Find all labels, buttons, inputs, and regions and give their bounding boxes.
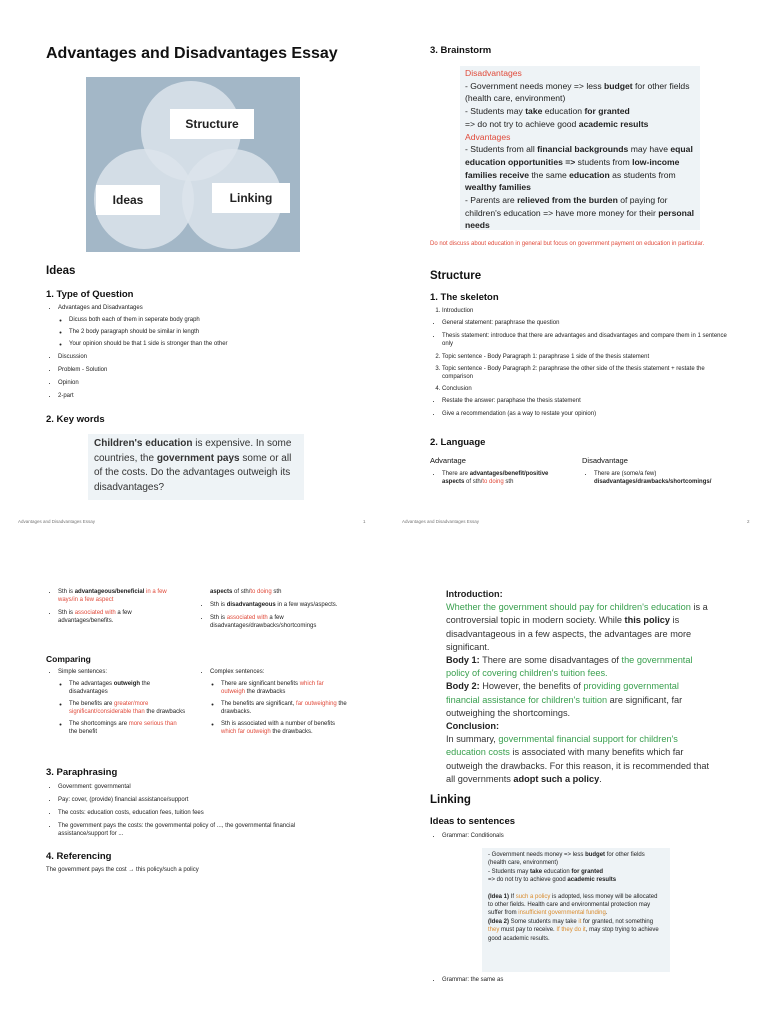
list-item: • Complex sentences: ◦ There are significant benefits which far outweigh the drawbacks ◦ The benefits are significant, far outweighing the drawbacks. ◦ Sth is associated with a number of benefits which far outweigh the drawbacks. [210, 668, 348, 736]
list-item: ◦ Dicuss both each of them in seperate body graph [69, 316, 366, 324]
advantage-column-title: Advantage [430, 456, 466, 465]
skeleton-heading: 1. The skeleton [430, 292, 499, 303]
list-item: • Sth is advantageous/beneficial in a few ways/in a few aspect [58, 588, 186, 604]
simple-sentences [46, 668, 186, 741]
list-item: • Discussion [58, 353, 366, 361]
list-item: • Problem - Solution [58, 366, 366, 374]
question-text: some or all of the costs. Do the advantages outweigh its disadvantages? [94, 452, 292, 493]
body1-label: Body 1: [446, 655, 480, 666]
list-item: ◦ The advantages outweigh the disadvantages [69, 680, 186, 696]
paraphrasing-heading: 3. Paraphrasing [46, 767, 118, 778]
list-item: • General statement: paraphrase the question [442, 319, 730, 327]
list-item: • Grammar: the same as [442, 976, 710, 984]
brainstorm-line: - Students from all financial backgrounds may have equal education opportunities => students from low-income families receive the same education as students from wealthy families [465, 144, 693, 193]
list-item: ◦ The benefits are greater/more significant/considerable than the drawbacks [69, 700, 186, 716]
venn-diagram [86, 77, 300, 252]
page-footer-title: Advantages and Disadvantages Essay [402, 519, 480, 524]
disadvantages-label: Disadvantages [465, 68, 522, 78]
list-item: • Sth is disadvantageous in a few ways/aspects. [210, 601, 348, 609]
list-item: • Pay: cover, (provide) financial assistance/support [58, 796, 346, 804]
venn-label-linking: Linking [212, 183, 290, 213]
list-item: ◦ Sth is associated with a number of benefits which far outweigh the drawbacks. [221, 720, 348, 736]
list-item: • There are advantages/benefit/positive aspects of sth/to doing sth [442, 470, 570, 486]
keyword-highlight: Children's education [94, 438, 193, 449]
disadvantage-phrases [582, 470, 732, 491]
complex-sentences [198, 668, 348, 741]
phrase-continuation: aspects of sth/to doing sth [210, 589, 282, 595]
comparing-heading: Comparing [46, 654, 91, 664]
list-item: • Opinion [58, 379, 366, 387]
list-item: • Simple sentences: ◦ The advantages outweigh the disadvantages ◦ The benefits are greater/more significant/considerable than the drawbacks ◦ The shortcomings are more serious than the benefit [58, 668, 186, 736]
list-item: • The costs: education costs, education fees, tuition fees [58, 809, 346, 817]
brainstorm-line: - Parents are relieved from the burden of paying for children's education => have more money for their personal needs [465, 195, 695, 231]
list-item: ◦ Your opinion should be that 1 side is stronger than the other [69, 340, 366, 348]
list-item: ◦ The benefits are significant, far outweighing the drawbacks. [221, 700, 348, 716]
advantages-label: Advantages [465, 131, 511, 142]
list-item: • Government: governmental [58, 783, 346, 791]
language-continued-left [46, 588, 186, 630]
box-line: => do not try to achieve good academic results [488, 877, 617, 884]
list-item: 4. Conclusion [442, 385, 730, 393]
brainstorm-line: - Students may take education for granted [465, 106, 630, 117]
list-item: 1. Introduction [442, 307, 730, 315]
language-heading: 2. Language [430, 437, 486, 448]
list-item: • The government pays the costs: the governmental policy of ..., the governmental financial assistance/support for ... [58, 822, 346, 838]
list-item: • Sth is associated with a few disadvantages/drawbacks/shortcomings [210, 614, 348, 630]
list-item: • 2-part [58, 392, 366, 400]
body2-label: Body 2: [446, 681, 480, 692]
conclusion-label: Conclusion: [446, 721, 500, 732]
page-number: 1 [363, 519, 366, 524]
example-essay: Introduction: Whether the government should pay for children's education is a controversial topic in modern society. While this policy is disadvantageous in a few aspects, the advantages are more significant. Body 1: There are some disadvantages of the governmental policy of covering children's tuition fees. Body 2: However, the benefits of providing governmental financial assistance for children's tuition are significant, far outweighing the shortcomings. Conclusion: In summary, governmental financial support for children's education costs is associated with many benefits which far outweigh the drawbacks. For this reason, it is recommended that all governments adopt such a policy. [446, 589, 709, 784]
skeleton-list [430, 307, 730, 423]
referencing-heading: 4. Referencing [46, 851, 112, 862]
box-line: (Idea 2) Some students may take it for granted, not something they must pay to receive. If they do it, may stop trying to achieve good academic results. [488, 918, 659, 942]
brainstorm-heading: 3. Brainstorm [430, 45, 492, 56]
box-line: - Students may take education for granted [488, 868, 604, 875]
venn-label-ideas: Ideas [96, 185, 160, 215]
venn-label-structure: Structure [170, 109, 254, 139]
question-text: is expensive. In some countries, the [94, 438, 292, 464]
language-continued-right [198, 588, 348, 635]
referencing-text: The government pays the cost → this policy/such a policy [46, 867, 199, 873]
list-item: ◦ There are significant benefits which far outweigh the drawbacks [221, 680, 348, 696]
list-item: 3. Topic sentence - Body Paragraph 2: paraphrase the other side of the thesis statement + restate the comparison [442, 365, 730, 381]
page-title: Advantages and Disadvantages Essay [46, 45, 338, 62]
list-item: ◦ The 2 body paragraph should be similar in length [69, 328, 366, 336]
ideas-heading: Ideas [46, 265, 76, 277]
intro-label: Introduction: [446, 589, 503, 599]
list-item: • Restate the answer: paraphase the thesis statement [442, 397, 730, 405]
list-item: • Give a recommendation (as a way to restate your opinion) [442, 410, 730, 418]
advantage-phrases [430, 470, 570, 491]
disadvantage-column-title: Disadvantage [582, 456, 628, 465]
linking-example-box [482, 848, 670, 972]
type-of-question-heading: 1. Type of Question [46, 289, 134, 300]
list-item: • Advantages and Disadvantages ◦ Dicuss both each of them in seperate body graph ◦ The 2 body paragraph should be similar in length ◦ Your opinion should be that 1 side is stronger than the other [58, 304, 366, 348]
box-line: - Government needs money => less budget for other fields (health care, environment) [488, 852, 645, 867]
grammar-same-as [430, 976, 710, 989]
page-footer-title: Advantages and Disadvantages Essay [18, 519, 96, 524]
key-words-question-box [88, 434, 304, 500]
linking-heading: Linking [430, 794, 471, 806]
brainstorm-line: - Government needs money => less budget for other fields (health care, environment) [465, 80, 690, 104]
list-item: • Grammar: Conditionals [442, 832, 710, 840]
brainstorm-line: => do not try to achieve good academic results [465, 118, 649, 129]
list-item: • Thesis statement: introduce that there are advantages and disadvantages and compare them in 1 sentence only [442, 332, 730, 348]
type-of-question-list [46, 304, 366, 405]
page-number: 2 [747, 519, 750, 524]
brainstorm-box [460, 66, 700, 230]
list-item: • Sth is associated with a few advantages/benefits. [58, 609, 186, 625]
key-words-heading: 2. Key words [46, 414, 105, 425]
grammar-conditionals [430, 832, 710, 845]
list-item: 2. Topic sentence - Body Paragraph 1: paraphrase 1 side of the thesis statement [442, 353, 730, 361]
box-line: (Idea 1) If such a policy is adopted, less money will be allocated to other fields. Health care and environmental protection may suffer from insufficient governmental funding. [488, 893, 658, 917]
list-item: ◦ The shortcomings are more serious than the benefit [69, 720, 186, 736]
paraphrasing-list [46, 783, 346, 843]
brainstorm-note: Do not discuss about education in general but focus on government payment on education in particular. [430, 241, 705, 247]
ideas-to-sentences-heading: Ideas to sentences [430, 816, 516, 827]
keyword-highlight: government pays [156, 452, 240, 464]
structure-heading: Structure [430, 270, 482, 282]
list-item: • There are (some/a few) disadvantages/drawbacks/shortcomings/ [594, 470, 732, 486]
